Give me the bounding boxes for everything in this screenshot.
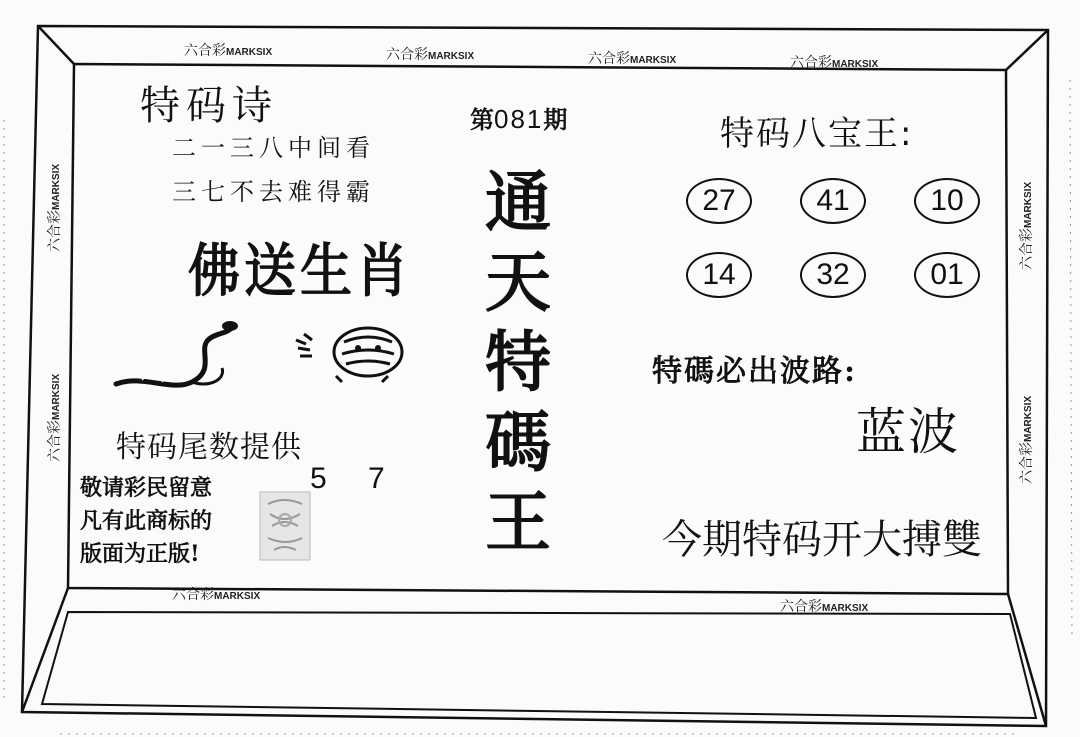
notice-line-1: 敬请彩民留意 [80, 475, 213, 501]
banner-vertical [468, 162, 568, 562]
watermark: 六合彩MARKSIX [47, 163, 63, 252]
banner-char: 通 [485, 163, 551, 241]
trademark-stamp [258, 490, 312, 562]
number-ball: 10 [914, 178, 980, 224]
bao-title: 特码八宝王: [720, 114, 914, 154]
watermark: 六合彩MARKSIX [386, 47, 475, 63]
slogan: 今期特码开大搏雙 [662, 517, 982, 563]
poem-line-2: 三七不去难得霸 [172, 178, 375, 206]
poem-line-1: 二一三八中间看 [172, 134, 375, 162]
wave-value: 蓝波 [856, 403, 960, 461]
watermark: 六合彩MARKSIX [1019, 181, 1035, 270]
snake-illustration [112, 316, 242, 396]
tail-digit: 7 [368, 462, 385, 495]
watermark: 六合彩MARKSIX [1019, 395, 1035, 484]
watermark: 六合彩MARKSIX [184, 43, 273, 59]
number-ball: 27 [686, 178, 752, 224]
watermark: 六合彩MARKSIX [47, 373, 63, 462]
watermark: 六合彩MARKSIX [790, 55, 879, 71]
number-ball: 32 [800, 252, 866, 298]
poem-title: 特码诗 [140, 83, 278, 129]
number-ball: 01 [914, 252, 980, 298]
notice-line-2: 凡有此商标的 [80, 508, 213, 534]
tiger-illustration [292, 318, 412, 384]
tail-digit: 5 [310, 462, 327, 495]
notice-line-3: 版面为正版! [80, 541, 200, 567]
number-ball: 14 [686, 252, 752, 298]
zodiac-hint: 佛送生肖 [188, 238, 413, 305]
banner-char: 碼 [485, 403, 551, 481]
watermark: 六合彩MARKSIX [172, 587, 261, 603]
banner-char: 王 [485, 483, 551, 561]
watermark: 六合彩MARKSIX [780, 599, 869, 615]
wave-title: 特碼必出波路: [652, 354, 858, 389]
issue-number: 第081期 [470, 104, 568, 134]
banner-char: 天 [485, 243, 551, 321]
number-ball: 41 [800, 178, 866, 224]
banner-char: 特 [485, 323, 551, 401]
tail-label: 特码尾数提供 [116, 430, 302, 465]
authenticity-notice [80, 472, 212, 571]
watermark: 六合彩MARKSIX [588, 51, 677, 67]
